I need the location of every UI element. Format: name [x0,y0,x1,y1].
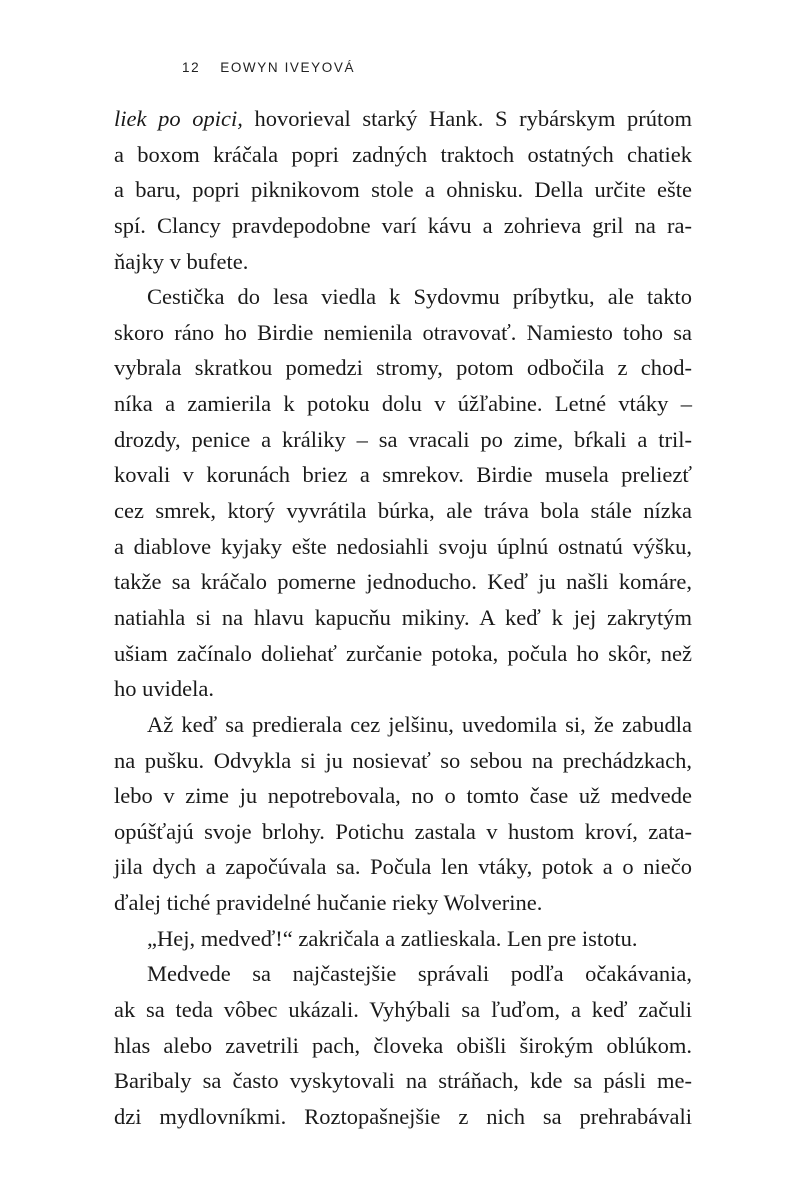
author-name: EOWYN IVEYOVÁ [220,60,356,75]
text-line: kovali v korunách briez a smrekov. Birdie musela preliezť [114,462,692,488]
text-line: na pušku. Odvykla si ju nosievať so sebou na prechádzkach, [114,747,692,773]
text-line: „Hej, medveď!“ zakričala a zatlieskala. Len pre istotu. [147,925,638,951]
text-line: natiahla si na hlavu kapucňu mikiny. A keď k jej zakrytým [114,604,692,630]
text-line [114,101,692,137]
text-line: ak sa teda vôbec ukázali. Vyhýbali sa ľuďom, a keď začuli [114,997,692,1023]
text-line: jila dych a započúvala sa. Počula len vtáky, potok a o niečo [114,854,692,880]
body-text [114,101,692,1135]
line-text: hovorieval starký Hank. S rybárskym prútom [242,106,692,131]
text-line: hlas alebo zavetrili pach, človeka obišli širokým oblúkom. [114,1032,692,1058]
text-line: dzi mydlovníkmi. Roztopašnejšie z nich sa prehrabávali [114,1103,692,1129]
text-line: a boxom kráčala popri zadných traktoch ostatných chatiek [114,141,692,167]
text-line: cez smrek, ktorý vyvrátila búrka, ale tráva bola stále nízka [114,498,692,524]
text-line: drozdy, penice a králiky – sa vracali po zime, bŕkali a tril- [114,426,692,452]
text-line: opúšťajú svoje brlohy. Potichu zastala v hustom kroví, zata- [114,818,692,844]
text-line: Cestička do lesa viedla k Sydovmu príbytku, ale takto [147,284,692,310]
running-header [182,60,355,75]
text-line: vybrala skratkou pomedzi stromy, potom odbočila z chod- [114,355,692,381]
text-line: níka a zamierila k potoku dolu v úžľabine. Letné vtáky – [114,391,692,417]
text-line: ďalej tiché pravidelné hučanie rieky Wolverine. [114,890,543,916]
text-line: takže sa kráčalo pomerne jednoducho. Keď ju našli komáre, [114,569,692,595]
text-line: skoro ráno ho Birdie nemienila otravovať. Namiesto toho sa [114,319,692,345]
text-line: Až keď sa predierala cez jelšinu, uvedomila si, že zabudla [147,711,692,737]
text-line: a diablove kyjaky ešte nedosiahli svoju úplnú ostnatú výšku, [114,533,692,559]
text-line: Medvede sa najčastejšie správali podľa očakávania, [147,961,692,987]
text-line: a baru, popri piknikovom stole a ohnisku. Della určite ešte [114,177,692,203]
italic-phrase: liek po opici, [114,106,243,131]
page-number: 12 [182,60,201,75]
text-line: lebo v zime ju nepotrebovala, no o tomto čase už medvede [114,783,692,809]
text-line: ňajky v bufete. [114,248,249,274]
text-line: Baribaly sa často vyskytovali na stráňach, kde sa pásli me- [114,1068,692,1094]
text-line: ušiam začínalo doliehať zurčanie potoka, počula ho skôr, než [114,640,692,666]
text-line: ho uvidela. [114,676,214,702]
text-line: spí. Clancy pravdepodobne varí kávu a zohrieva gril na ra- [114,212,692,238]
